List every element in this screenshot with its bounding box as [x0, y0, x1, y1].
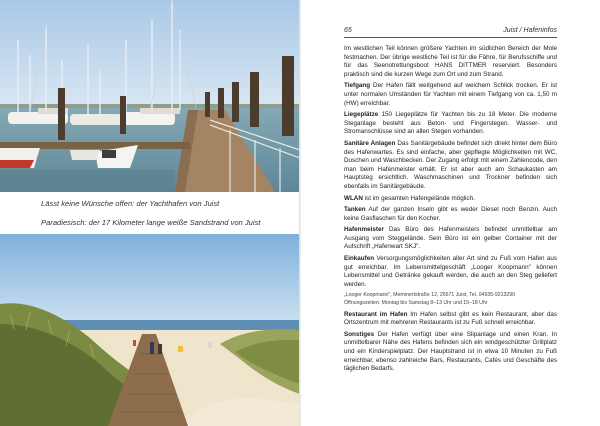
section-text: Auf der ganzen Inseln gibt es weder Diesel noch Benzin. Auch keine Gasflaschen für den Kocher.	[344, 206, 557, 222]
section-heading: Liegeplätze	[344, 111, 379, 119]
beach-photo	[0, 234, 300, 426]
section-text: Das Büro des Hafenmeisters befindet unmittelbar am Ausgang vom Steggelände. Sein Büro ist ein gelber Container mit der Aufschrift „Hafenwart SKJ".	[344, 226, 557, 251]
section-einkaufen	[344, 255, 557, 289]
section-text: ist im gesamten Hafengelände möglich.	[362, 194, 475, 202]
section-text: Im Hafen selbst gibt es kein Restaurant, aber das Ortszentrum mit mehreren Restaurants ist zu Fuß schnell erreichbar.	[344, 310, 557, 327]
section-heading: Tiefgang	[344, 82, 371, 90]
intro-paragraph: Im westlichen Teil können größere Yachten im südlichen Bereich der Mole festmachen. Der übrige westliche Teil ist für die Fähre, für Berufsschiffe und für das Seenotrettungsboot HANS DITTMER reserviert. Besonders praktisch sind die kurzen Wege zum Ort und zum Strand.	[344, 45, 557, 78]
caption-top: Lässt keine Wünsche offen: der Yachthafen von Juist	[41, 199, 220, 208]
beach-illustration	[0, 234, 300, 426]
address-line: „Looger Koopmann", Memmertstraße 12, 26571 Juist, Tel. 04935-9213290	[344, 292, 516, 299]
section-heading: WLAN	[344, 194, 363, 202]
section-heading: Sonstiges	[344, 330, 375, 338]
section-text: 150 Liegeplätze für Yachten bis zu 18 Meter. Die moderne Steganlage besteht aus Beton- und Fingerstegen. Wasser- und Stromanschlüsse sind an allen Stegen vorhanden.	[344, 111, 557, 136]
section-tiefgang	[344, 82, 557, 108]
section-sonstiges	[344, 331, 557, 374]
section-heading: Sanitäre Anlagen	[344, 139, 396, 147]
section-wlan	[344, 195, 557, 204]
section-restaurant	[344, 311, 557, 328]
section-text: Der Hafen verfügt über eine Slipanlage und einen Kran. In unmittelbarer Nähe des Hafens befinden sich ein windgeschützter Grillplatz und ein Kinderspielplatz. Der Hauptstrand ist in etwa 10 Minuten zu Fuß erreichbar, ebenso zahlreiche Bars, Restaurants, Cafés und Geschäfte des täglichen Bedarfs.	[344, 330, 557, 373]
header-rule	[344, 37, 557, 38]
section-text: Das Sanitärgebäude befindet sich direkt hinter dem Büro des Hafenwartes. Es sind einfache, aber gepflegte Möglichkeiten mit WC, Duschen und Waschbecken. Der Zugang erfolgt mit einem Zahlencode, den man beim Hafenmeister erhält. Er ist aber auch am Schaukasten am Hauptsteg ersichtlich. Waschmaschinen und Trockner befinden sich ebenfalls im Sanitärgebäude.	[344, 139, 557, 190]
page-number: 65	[344, 27, 352, 34]
section-liegeplaetze	[344, 111, 557, 137]
section-text: Versorgungsmöglichkeiten aller Art sind zu Fuß vom Hafen aus gut erreichbar. Im Lebensmittelgeschäft „Looger Koopmann" können Lebensmittel und Getränke gekauft werden, die auch an den Steg geliefert werden.	[344, 255, 557, 288]
shop-address	[344, 292, 557, 307]
page-body	[344, 45, 557, 377]
section-heading: Restaurant im Hafen	[344, 310, 408, 318]
section-heading: Tanken	[344, 206, 366, 214]
section-tanken	[344, 206, 557, 223]
caption-bottom: Paradiesisch: der 17 Kilometer lange weiße Sandstrand von Juist	[41, 218, 261, 227]
running-header	[344, 27, 557, 34]
section-text: Der Hafen fällt weitgehend auf weichem Schlick trocken. Er ist unter normalen Umständen für Yachten mit einem Tiefgang von ca. 1,50 m (HW) erreichbar.	[344, 82, 557, 107]
harbor-illustration	[0, 0, 300, 192]
opening-hours: Öffnungszeiten: Montag bis Samstag 8–13 Uhr und 15–18 Uhr	[344, 300, 488, 307]
section-heading: Hafenmeister	[344, 226, 384, 234]
section-heading: Einkaufen	[344, 255, 375, 263]
harbor-photo	[0, 0, 300, 192]
running-head-title: Juist / Hafeninfos	[503, 27, 557, 34]
section-sanitaere-anlagen	[344, 140, 557, 192]
section-hafenmeister	[344, 226, 557, 252]
right-page	[301, 0, 600, 426]
